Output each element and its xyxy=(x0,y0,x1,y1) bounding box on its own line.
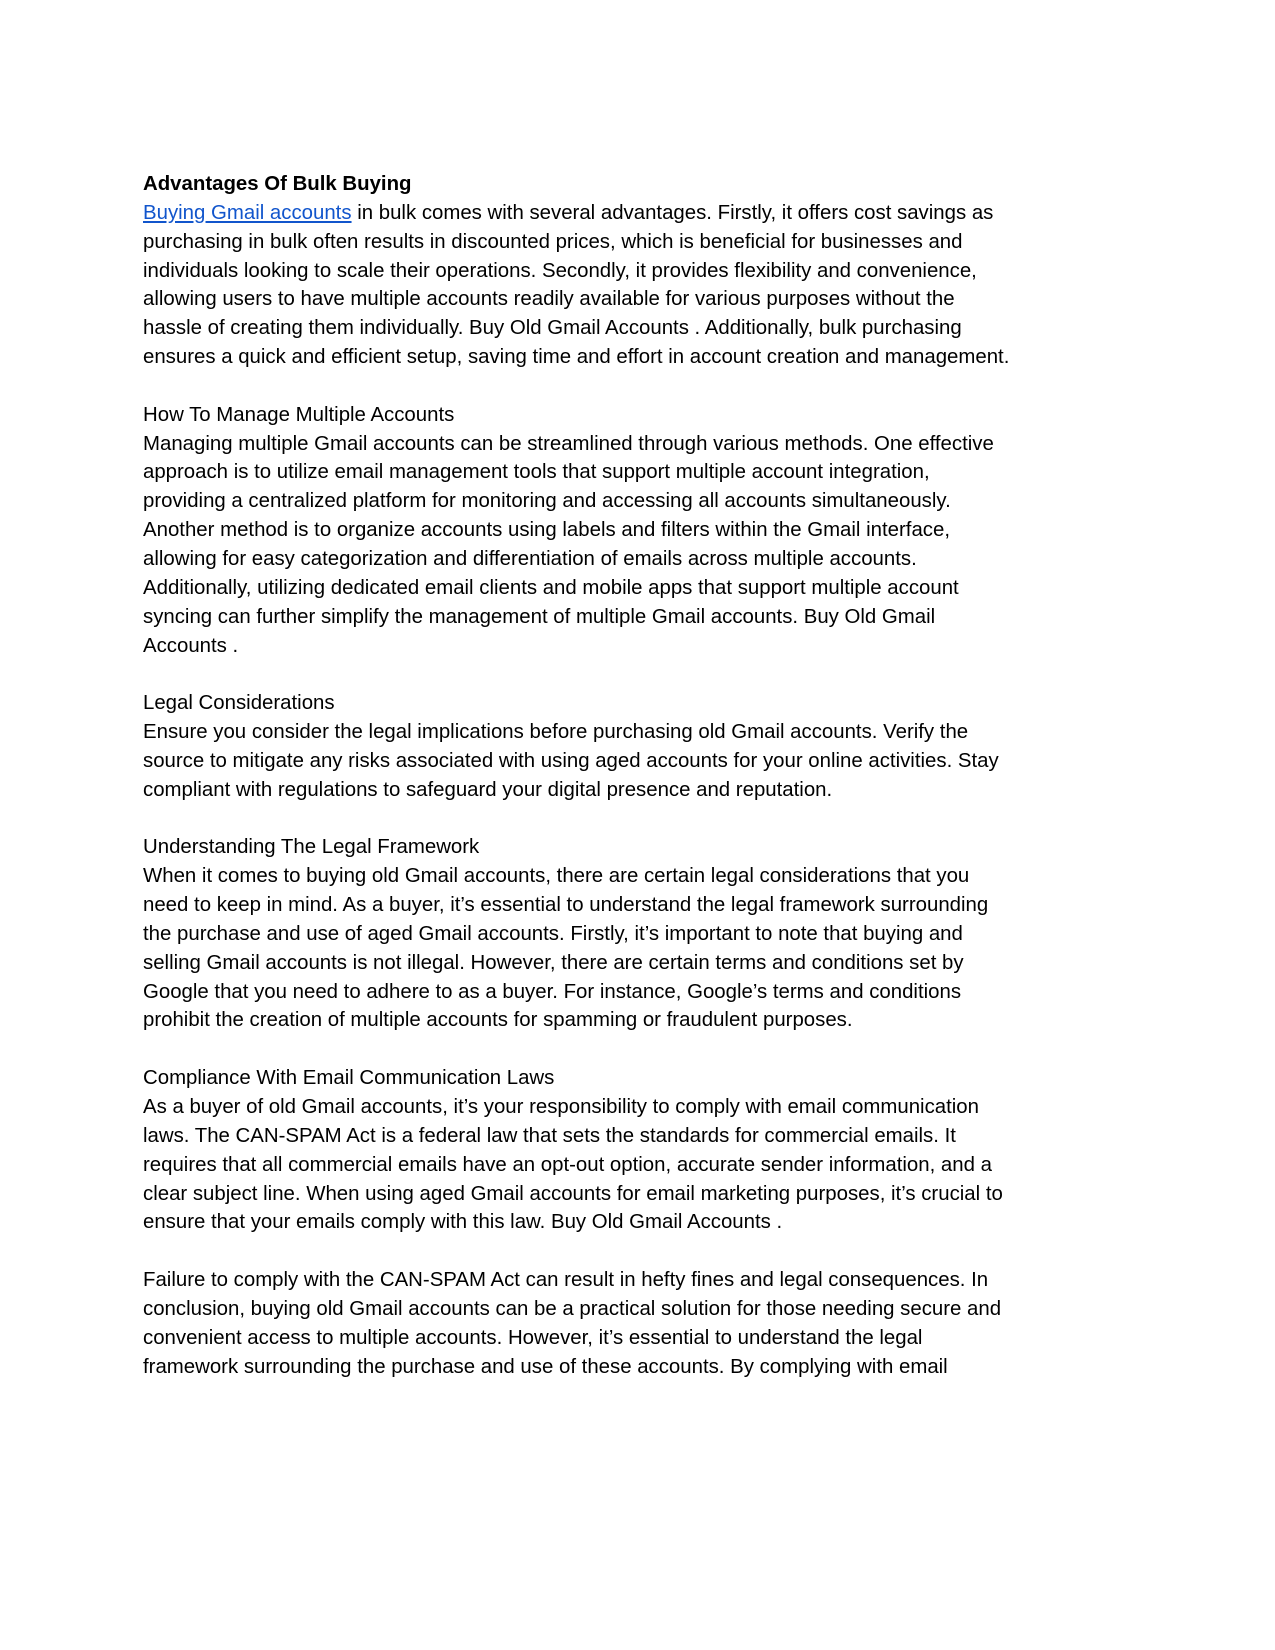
paragraph-line: approach is to utilize email management tools that support multiple account integration, xyxy=(143,461,930,484)
paragraph-line: framework surrounding the purchase and use of these accounts. By complying with email xyxy=(143,1355,948,1378)
paragraph-line: ensure that your emails comply with this law. Buy Old Gmail Accounts . xyxy=(143,1211,783,1234)
section-manage-accounts xyxy=(143,401,1143,661)
paragraph-line: conclusion, buying old Gmail accounts can be a practical solution for those needing secure and xyxy=(143,1297,1002,1320)
paragraph-line: allowing for easy categorization and differentiation of emails across multiple accounts. xyxy=(143,547,917,570)
section-heading: Legal Considerations xyxy=(143,692,335,715)
paragraph-line: Ensure you consider the legal implications before purchasing old Gmail accounts. Verify the xyxy=(143,721,969,744)
paragraph-line: purchasing in bulk often results in discounted prices, which is beneficial for businesses and xyxy=(143,230,963,253)
paragraph-line: laws. The CAN-SPAM Act is a federal law that sets the standards for commercial emails. It xyxy=(143,1124,956,1147)
section-legal-framework xyxy=(143,833,1143,1035)
paragraph-line: Failure to comply with the CAN-SPAM Act can result in hefty fines and legal consequences. In xyxy=(143,1269,989,1292)
section-heading: Advantages Of Bulk Buying xyxy=(143,173,412,195)
paragraph-line: in bulk comes with several advantages. Firstly, it offers cost savings as xyxy=(351,201,994,224)
paragraph-line: convenient access to multiple accounts. However, it’s essential to understand the legal xyxy=(143,1326,923,1349)
paragraph-line: source to mitigate any risks associated with using aged accounts for your online activities. Stay xyxy=(143,749,999,772)
paragraph-line: Additionally, utilizing dedicated email clients and mobile apps that support multiple account xyxy=(143,576,959,599)
paragraph-line: hassle of creating them individually. Buy Old Gmail Accounts . Additionally, bulk purchasing xyxy=(143,317,962,340)
paragraph-line: syncing can further simplify the management of multiple Gmail accounts. Buy Old Gmail xyxy=(143,605,936,628)
paragraph-line: prohibit the creation of multiple accounts for spamming or fraudulent purposes. xyxy=(143,1009,853,1032)
section-conclusion xyxy=(143,1266,1143,1381)
paragraph-line: ensures a quick and efficient setup, saving time and effort in account creation and management. xyxy=(143,346,1010,369)
paragraph-line: When it comes to buying old Gmail accounts, there are certain legal considerations that you xyxy=(143,865,970,888)
paragraph-line: Accounts . xyxy=(143,634,239,657)
paragraph-line: Google that you need to adhere to as a buyer. For instance, Google’s terms and conditions xyxy=(143,980,962,1003)
paragraph-line: Managing multiple Gmail accounts can be streamlined through various methods. One effective xyxy=(143,432,994,455)
paragraph-line: As a buyer of old Gmail accounts, it’s your responsibility to comply with email communication xyxy=(143,1096,979,1118)
paragraph-line: selling Gmail accounts is not illegal. However, there are certain terms and conditions set by xyxy=(143,951,964,974)
paragraph-line: providing a centralized platform for monitoring and accessing all accounts simultaneously. xyxy=(143,490,951,513)
paragraph-line: need to keep in mind. As a buyer, it’s essential to understand the legal framework surrounding xyxy=(143,894,989,917)
document-page xyxy=(143,170,1143,1381)
paragraph-line: requires that all commercial emails have an opt-out option, accurate sender information, and a xyxy=(143,1153,992,1176)
section-heading: Compliance With Email Communication Laws xyxy=(143,1067,555,1090)
section-email-compliance xyxy=(143,1064,1143,1237)
section-bulk-buying xyxy=(143,170,1143,372)
paragraph-line: compliant with regulations to safeguard your digital presence and reputation. xyxy=(143,778,833,801)
buying-gmail-accounts-link[interactable]: Buying Gmail accounts xyxy=(143,201,352,224)
section-legal-considerations xyxy=(143,689,1143,804)
section-heading: Understanding The Legal Framework xyxy=(143,836,480,859)
section-heading: How To Manage Multiple Accounts xyxy=(143,403,455,426)
paragraph-line: clear subject line. When using aged Gmail accounts for email marketing purposes, it’s crucial to xyxy=(143,1182,1003,1205)
paragraph-line: individuals looking to scale their operations. Secondly, it provides flexibility and convenience, xyxy=(143,259,977,282)
paragraph-line: Another method is to organize accounts using labels and filters within the Gmail interface, xyxy=(143,519,950,542)
paragraph-line: the purchase and use of aged Gmail accounts. Firstly, it’s important to note that buying and xyxy=(143,922,963,945)
paragraph-line: allowing users to have multiple accounts readily available for various purposes without the xyxy=(143,288,955,311)
